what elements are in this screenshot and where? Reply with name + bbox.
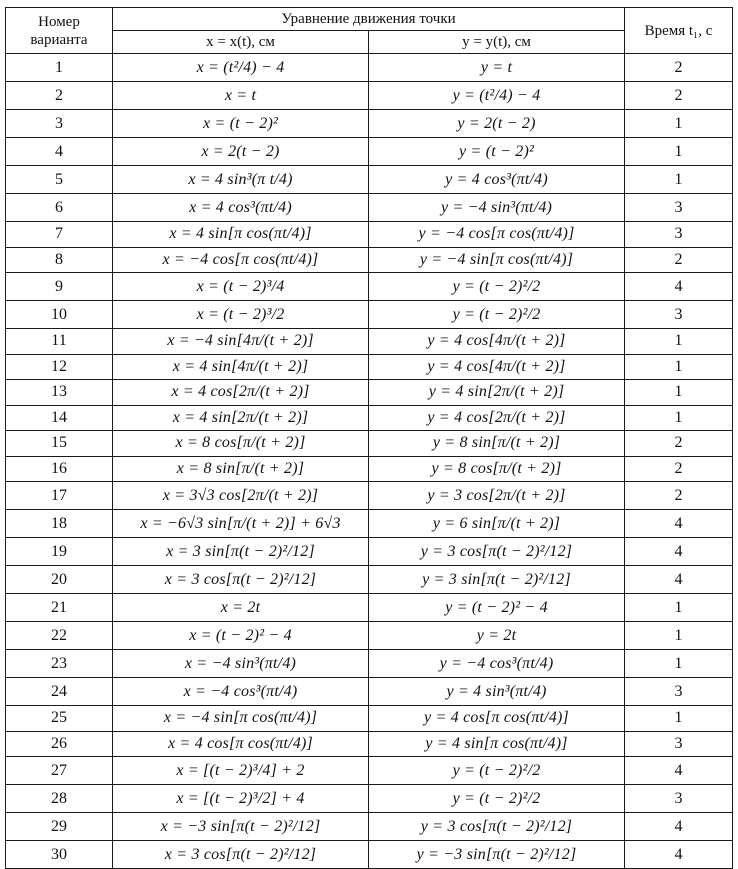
variant-number-cell: 27: [6, 757, 113, 785]
x-equation-cell: x = −4 cos³(πt/4): [113, 678, 369, 706]
x-equation-cell: x = −4 sin[4π/(t + 2)]: [113, 329, 369, 355]
table-row: [6, 538, 733, 566]
x-equation-cell: x = 2t: [113, 594, 369, 622]
y-equation-cell: y = −4 sin³(πt/4): [369, 194, 625, 222]
variant-number-cell: 2: [6, 82, 113, 110]
x-equation-cell: x = (t − 2)²: [113, 110, 369, 138]
time-cell: 2: [625, 482, 733, 510]
table-row: [6, 405, 733, 431]
time-cell: 2: [625, 456, 733, 482]
y-equation-cell: y = 4 cos[2π/(t + 2)]: [369, 405, 625, 431]
y-equation-cell: y = −4 cos[π cos(πt/4)]: [369, 222, 625, 248]
y-equation-cell: y = 3 sin[π(t − 2)²/12]: [369, 566, 625, 594]
time-cell: 3: [625, 785, 733, 813]
time-cell: 4: [625, 566, 733, 594]
x-equation-cell: x = 3 sin[π(t − 2)²/12]: [113, 538, 369, 566]
variant-number-cell: 1: [6, 54, 113, 82]
time-cell: 4: [625, 538, 733, 566]
x-equation-cell: x = −6√3 sin[π/(t + 2)] + 6√3: [113, 510, 369, 538]
x-equation-cell: x = 8 cos[π/(t + 2)]: [113, 431, 369, 457]
variant-number-cell: 25: [6, 706, 113, 732]
y-equation-cell: y = 3 cos[π(t − 2)²/12]: [369, 538, 625, 566]
table-row: [6, 731, 733, 757]
time-cell: 1: [625, 166, 733, 194]
time-cell: 3: [625, 222, 733, 248]
x-equation-cell: x = −3 sin[π(t − 2)²/12]: [113, 813, 369, 841]
variant-number-cell: 6: [6, 194, 113, 222]
table-row: [6, 354, 733, 380]
y-equation-cell: y = 4 cos[4π/(t + 2)]: [369, 329, 625, 355]
y-equation-cell: y = t: [369, 54, 625, 82]
x-equation-cell: x = 4 sin[4π/(t + 2)]: [113, 354, 369, 380]
time-cell: 3: [625, 731, 733, 757]
y-equation-cell: y = 3 cos[π(t − 2)²/12]: [369, 813, 625, 841]
time-cell: 1: [625, 622, 733, 650]
variant-number-cell: 7: [6, 222, 113, 248]
y-equation-cell: y = (t − 2)²: [369, 138, 625, 166]
y-equation-cell: y = 8 cos[π/(t + 2)]: [369, 456, 625, 482]
table-row: [6, 706, 733, 732]
x-equation-cell: x = (t − 2)³/4: [113, 273, 369, 301]
y-equation-cell: y = (t − 2)²/2: [369, 301, 625, 329]
x-equation-cell: x = (t − 2)² − 4: [113, 622, 369, 650]
time-cell: 2: [625, 82, 733, 110]
table-row: [6, 431, 733, 457]
variant-number-cell: 10: [6, 301, 113, 329]
x-equation-cell: x = t: [113, 82, 369, 110]
y-equation-cell: y = (t − 2)²/2: [369, 757, 625, 785]
x-equation-header: x = x(t), см: [113, 31, 369, 54]
x-equation-cell: x = 3 cos[π(t − 2)²/12]: [113, 566, 369, 594]
time-cell: 4: [625, 813, 733, 841]
x-equation-cell: x = 3√3 cos[2π/(t + 2)]: [113, 482, 369, 510]
y-equation-cell: y = 6 sin[π/(t + 2)]: [369, 510, 625, 538]
x-equation-cell: x = [(t − 2)³/4] + 2: [113, 757, 369, 785]
time-cell: 4: [625, 757, 733, 785]
y-equation-cell: y = −4 cos³(πt/4): [369, 650, 625, 678]
variant-number-cell: 29: [6, 813, 113, 841]
variant-number-header-label: Номер варианта: [30, 13, 88, 48]
y-equation-cell: y = 4 cos³(πt/4): [369, 166, 625, 194]
y-equation-cell: y = −4 sin[π cos(πt/4)]: [369, 247, 625, 273]
variant-number-cell: 19: [6, 538, 113, 566]
table-row: [6, 456, 733, 482]
variant-number-cell: 3: [6, 110, 113, 138]
variant-number-cell: 14: [6, 405, 113, 431]
table-row: [6, 482, 733, 510]
x-equation-cell: x = 4 cos[π cos(πt/4)]: [113, 731, 369, 757]
table-row: [6, 110, 733, 138]
variant-number-cell: 16: [6, 456, 113, 482]
x-equation-cell: x = 4 cos[2π/(t + 2)]: [113, 380, 369, 406]
x-equation-cell: x = −4 sin³(πt/4): [113, 650, 369, 678]
table-row: [6, 301, 733, 329]
table-header: [6, 8, 733, 54]
y-equation-cell: y = 4 cos[4π/(t + 2)]: [369, 354, 625, 380]
x-equation-cell: x = 4 sin[π cos(πt/4)]: [113, 222, 369, 248]
variant-number-cell: 8: [6, 247, 113, 273]
y-equation-cell: y = (t²/4) − 4: [369, 82, 625, 110]
x-equation-cell: x = [(t − 2)³/2] + 4: [113, 785, 369, 813]
time-header: Время t₁, с: [625, 8, 733, 54]
table-row: [6, 594, 733, 622]
table-body: [6, 54, 733, 869]
time-cell: 3: [625, 301, 733, 329]
time-cell: 2: [625, 247, 733, 273]
x-equation-cell: x = (t − 2)³/2: [113, 301, 369, 329]
time-cell: 1: [625, 354, 733, 380]
variant-number-cell: 12: [6, 354, 113, 380]
x-equation-cell: x = 4 sin[2π/(t + 2)]: [113, 405, 369, 431]
table-row: [6, 138, 733, 166]
variant-number-cell: 17: [6, 482, 113, 510]
table-row: [6, 166, 733, 194]
equation-group-header: Уравнение движения точки: [113, 8, 625, 31]
time-cell: 4: [625, 510, 733, 538]
variant-number-cell: 4: [6, 138, 113, 166]
variant-number-cell: 9: [6, 273, 113, 301]
time-cell: 1: [625, 380, 733, 406]
variant-number-cell: 22: [6, 622, 113, 650]
x-equation-cell: x = 3 cos[π(t − 2)²/12]: [113, 841, 369, 869]
time-cell: 1: [625, 138, 733, 166]
x-equation-cell: x = 4 sin³(π t/4): [113, 166, 369, 194]
x-equation-cell: x = (t²/4) − 4: [113, 54, 369, 82]
time-cell: 1: [625, 329, 733, 355]
variant-number-cell: 24: [6, 678, 113, 706]
table-row: [6, 329, 733, 355]
variant-number-header: [6, 8, 113, 54]
y-equation-cell: y = 2t: [369, 622, 625, 650]
y-equation-cell: y = (t − 2)² − 4: [369, 594, 625, 622]
table-row: [6, 222, 733, 248]
y-equation-cell: y = 4 sin[π cos(πt/4)]: [369, 731, 625, 757]
y-equation-cell: y = 4 sin³(πt/4): [369, 678, 625, 706]
x-equation-cell: x = −4 cos[π cos(πt/4)]: [113, 247, 369, 273]
table-row: [6, 194, 733, 222]
table-row: [6, 380, 733, 406]
time-cell: 1: [625, 706, 733, 732]
variant-number-cell: 18: [6, 510, 113, 538]
table-row: [6, 247, 733, 273]
y-equation-cell: y = 3 cos[2π/(t + 2)]: [369, 482, 625, 510]
time-cell: 4: [625, 841, 733, 869]
time-cell: 3: [625, 194, 733, 222]
y-equation-cell: y = (t − 2)²/2: [369, 785, 625, 813]
variant-number-cell: 5: [6, 166, 113, 194]
y-equation-cell: y = (t − 2)²/2: [369, 273, 625, 301]
x-equation-cell: x = 4 cos³(πt/4): [113, 194, 369, 222]
table-row: [6, 622, 733, 650]
time-cell: 2: [625, 431, 733, 457]
y-equation-cell: y = 4 sin[2π/(t + 2)]: [369, 380, 625, 406]
y-equation-cell: y = −3 sin[π(t − 2)²/12]: [369, 841, 625, 869]
variant-number-cell: 30: [6, 841, 113, 869]
y-equation-header: y = y(t), см: [369, 31, 625, 54]
table-row: [6, 54, 733, 82]
time-cell: 1: [625, 110, 733, 138]
variants-table: [5, 7, 733, 869]
variant-number-cell: 15: [6, 431, 113, 457]
x-equation-cell: x = −4 sin[π cos(πt/4)]: [113, 706, 369, 732]
table-row: [6, 841, 733, 869]
time-cell: 1: [625, 650, 733, 678]
table-row: [6, 650, 733, 678]
table-row: [6, 566, 733, 594]
variant-number-cell: 21: [6, 594, 113, 622]
table-row: [6, 273, 733, 301]
time-cell: 1: [625, 594, 733, 622]
table-row: [6, 82, 733, 110]
table-row: [6, 510, 733, 538]
time-cell: 3: [625, 678, 733, 706]
time-cell: 4: [625, 273, 733, 301]
variant-number-cell: 23: [6, 650, 113, 678]
x-equation-cell: x = 2(t − 2): [113, 138, 369, 166]
variant-number-cell: 13: [6, 380, 113, 406]
x-equation-cell: x = 8 sin[π/(t + 2)]: [113, 456, 369, 482]
time-cell: 1: [625, 405, 733, 431]
variant-number-cell: 26: [6, 731, 113, 757]
variant-number-cell: 28: [6, 785, 113, 813]
table-row: [6, 678, 733, 706]
variant-number-cell: 20: [6, 566, 113, 594]
table-row: [6, 813, 733, 841]
table-row: [6, 757, 733, 785]
y-equation-cell: y = 2(t − 2): [369, 110, 625, 138]
y-equation-cell: y = 4 cos[π cos(πt/4)]: [369, 706, 625, 732]
y-equation-cell: y = 8 sin[π/(t + 2)]: [369, 431, 625, 457]
time-cell: 2: [625, 54, 733, 82]
table-row: [6, 785, 733, 813]
variant-number-cell: 11: [6, 329, 113, 355]
